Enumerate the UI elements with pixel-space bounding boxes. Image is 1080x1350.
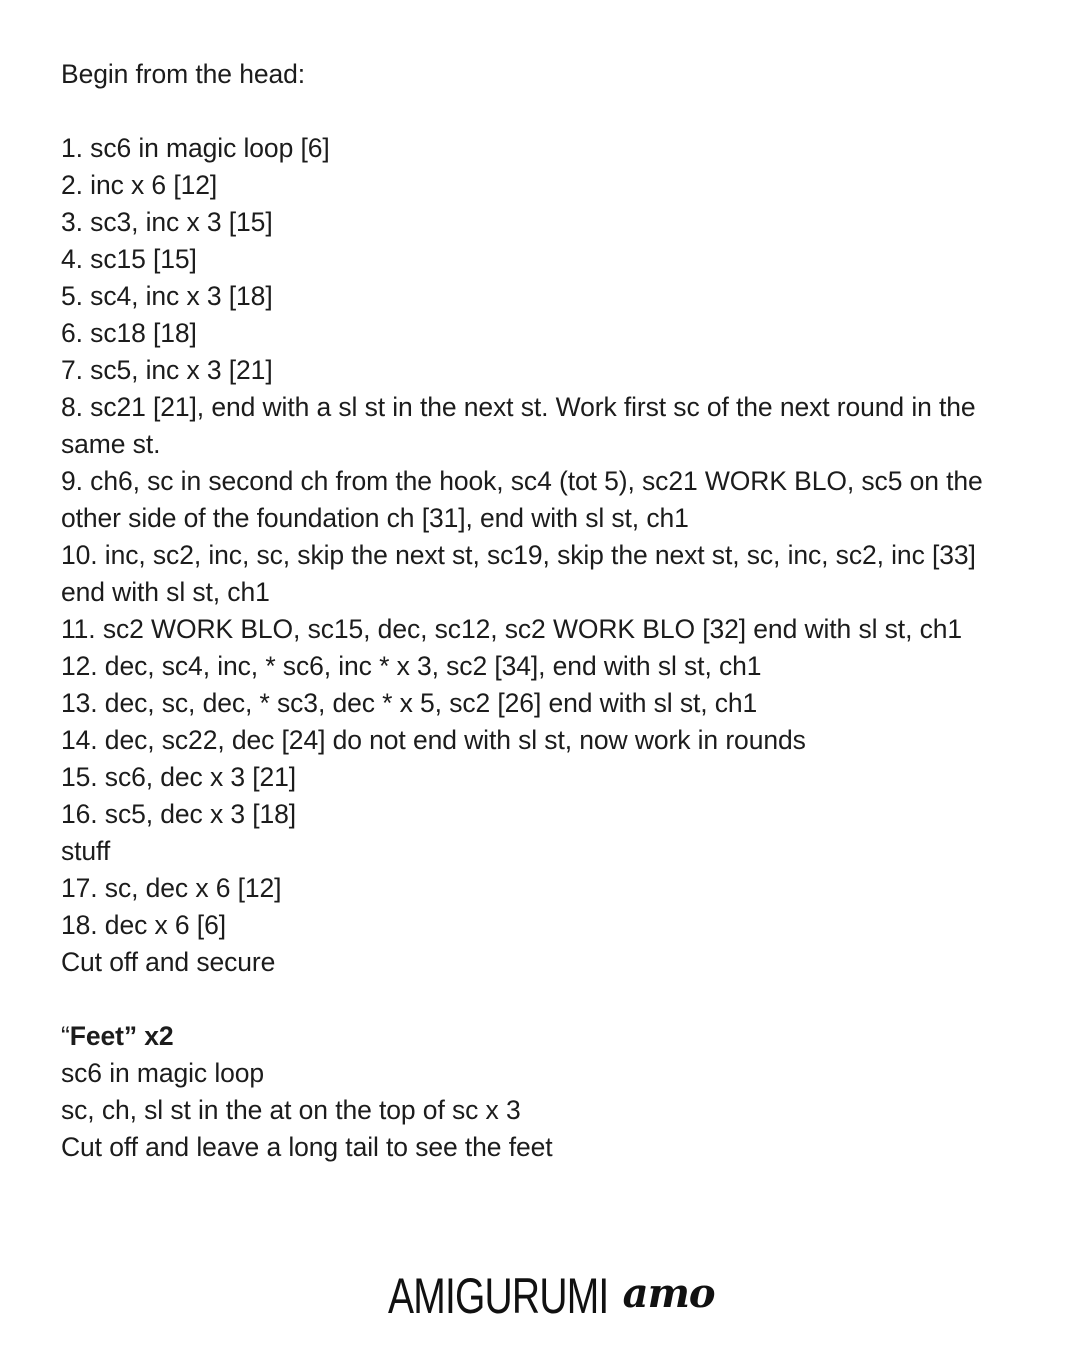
feet-title-quote: “ [61, 1021, 70, 1051]
pattern-text [61, 56, 1021, 1166]
round-line: 17. sc, dec x 6 [12] [61, 873, 282, 903]
round-line: 12. dec, sc4, inc, * sc6, inc * x 3, sc2 [34], end with sl st, ch1 [61, 651, 762, 681]
spacer [61, 93, 1021, 130]
round-line: 1. sc6 in magic loop [6] [61, 133, 330, 163]
spacer [61, 981, 1021, 1018]
feet-section-title [61, 1018, 1021, 1055]
round-line: 9. ch6, sc in second ch from the hook, sc4 (tot 5), sc21 WORK BLO, sc5 on the other side of the foundation ch [31], end with sl st, ch1 [61, 466, 983, 533]
feet-instructions [61, 1055, 1021, 1166]
round-line: 14. dec, sc22, dec [24] do not end with sl st, now work in rounds [61, 725, 806, 755]
round-line: 3. sc3, inc x 3 [15] [61, 207, 273, 237]
logo-wordmark: AMIGURUMI [388, 1268, 609, 1324]
round-line: 16. sc5, dec x 3 [18] [61, 799, 297, 829]
intro-line: Begin from the head: [61, 59, 306, 89]
round-line: 8. sc21 [21], end with a sl st in the next st. Work first sc of the next round in the same st. [61, 392, 976, 459]
feet-line: sc, ch, sl st in the at on the top of sc x 3 [61, 1095, 521, 1125]
round-line: 15. sc6, dec x 3 [21] [61, 762, 297, 792]
feet-line: sc6 in magic loop [61, 1058, 265, 1088]
feet-title-text: Feet” x2 [69, 1021, 174, 1051]
round-line: 11. sc2 WORK BLO, sc15, dec, sc12, sc2 WORK BLO [32] end with sl st, ch1 [61, 614, 963, 644]
round-line: 13. dec, sc, dec, * sc3, dec * x 5, sc2 [26] end with sl st, ch1 [61, 688, 758, 718]
instruction-line: Cut off and secure [61, 947, 276, 977]
brand-logo [388, 1262, 715, 1322]
round-line: 5. sc4, inc x 3 [18] [61, 281, 273, 311]
round-line: 7. sc5, inc x 3 [21] [61, 355, 273, 385]
logo-script: amo [622, 1270, 715, 1317]
round-line: 2. inc x 6 [12] [61, 170, 218, 200]
round-line: 10. inc, sc2, inc, sc, skip the next st, sc19, skip the next st, sc, inc, sc2, inc [33] end with sl st, ch1 [61, 540, 976, 607]
head-rounds-list [61, 130, 1021, 981]
round-line: 18. dec x 6 [6] [61, 910, 226, 940]
round-line: 6. sc18 [18] [61, 318, 197, 348]
round-line: 4. sc15 [15] [61, 244, 197, 274]
feet-line: Cut off and leave a long tail to see the feet [61, 1132, 553, 1162]
instruction-line: stuff [61, 836, 111, 866]
